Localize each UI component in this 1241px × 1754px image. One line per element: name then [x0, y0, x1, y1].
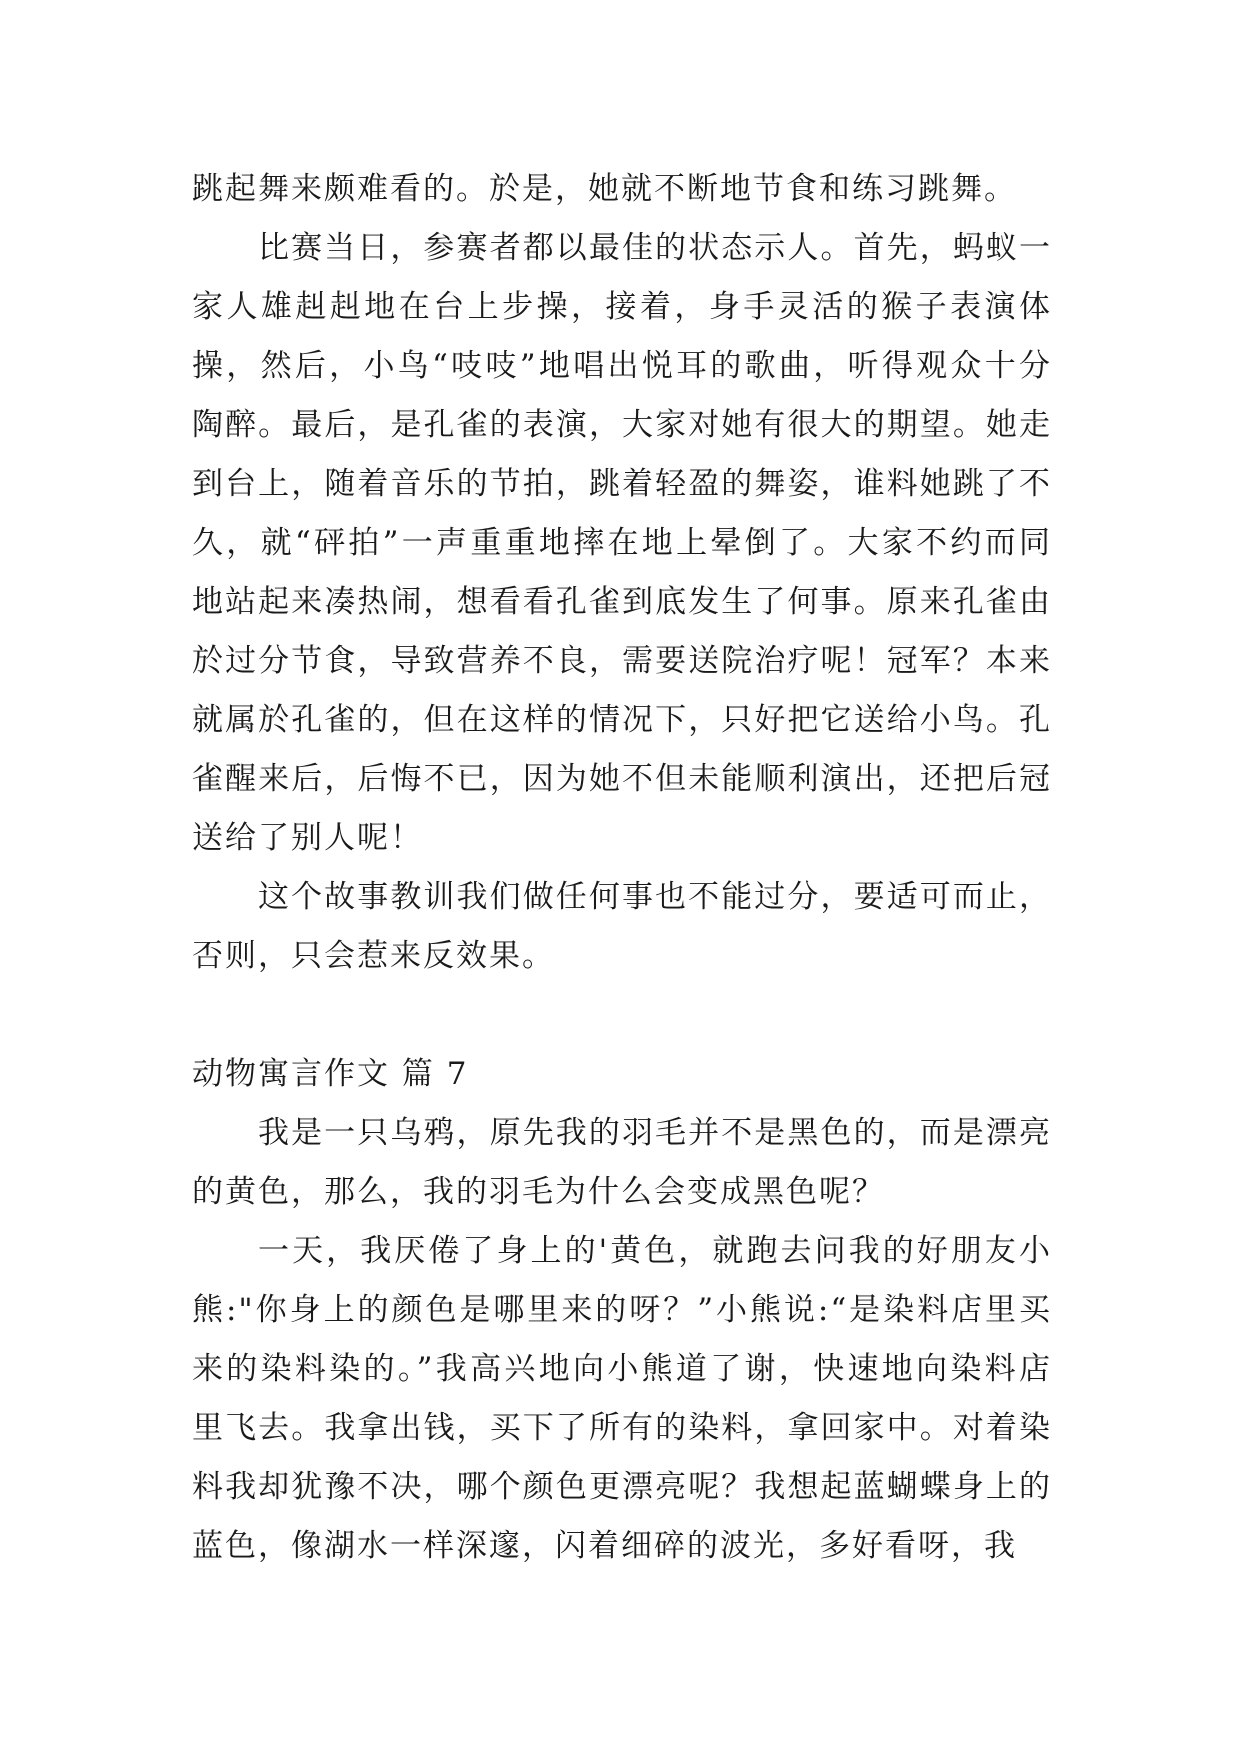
paragraph-competition: 比赛当日，参赛者都以最佳的状态示人。首先，蚂蚁一家人雄赳赳地在台上步操，接着，身手灵活的猴子表演体操，然后，小鸟“吱吱”地唱出悦耳的歌曲，听得观众十分陶醉。最后，是孔雀的表演，大家对她有很大的期望。她走到台上，随着音乐的节拍，跳着轻盈的舞姿，谁料她跳了不久，就“砰拍”一声重重地摔在地上晕倒了。大家不约而同地站起来凑热闹，想看看孔雀到底发生了何事。原来孔雀由於过分节食，导致营养不良，需要送院治疗呢！冠军？本来就属於孔雀的，但在这样的情况下，只好把它送给小鸟。孔雀醒来后，后悔不已，因为她不但未能顺利演出，还把后冠送给了别人呢！: [192, 230, 1052, 856]
paragraph-crow-story: 一天，我厌倦了身上的'黄色，就跑去问我的好朋友小熊:"你身上的颜色是哪里来的呀？”小熊说:“是染料店里买来的染料染的。”我高兴地向小熊道了谢，快速地向染料店里飞去。我拿出钱，买下了所有的染料，拿回家中。对着染料我却犹豫不决，哪个颜色更漂亮呢？我想起蓝蝴蝶身上的蓝色，像湖水一样深邃，闪着细碎的波光，多好看呀，我: [192, 1233, 1052, 1564]
paragraph-moral: 这个故事教训我们做任何事也不能过分，要适可而止，否则，只会惹来反效果。: [192, 879, 1052, 974]
section-heading: 动物寓言作文 篇 7: [192, 1056, 469, 1092]
paragraph-continuation: 跳起舞来颇难看的。於是，她就不断地节食和练习跳舞。: [192, 171, 1017, 207]
paragraph-crow-intro: 我是一只乌鸦，原先我的羽毛并不是黑色的，而是漂亮的黄色，那么，我的羽毛为什么会变成黑色呢？: [192, 1115, 1052, 1210]
document-body: [192, 160, 1052, 1576]
